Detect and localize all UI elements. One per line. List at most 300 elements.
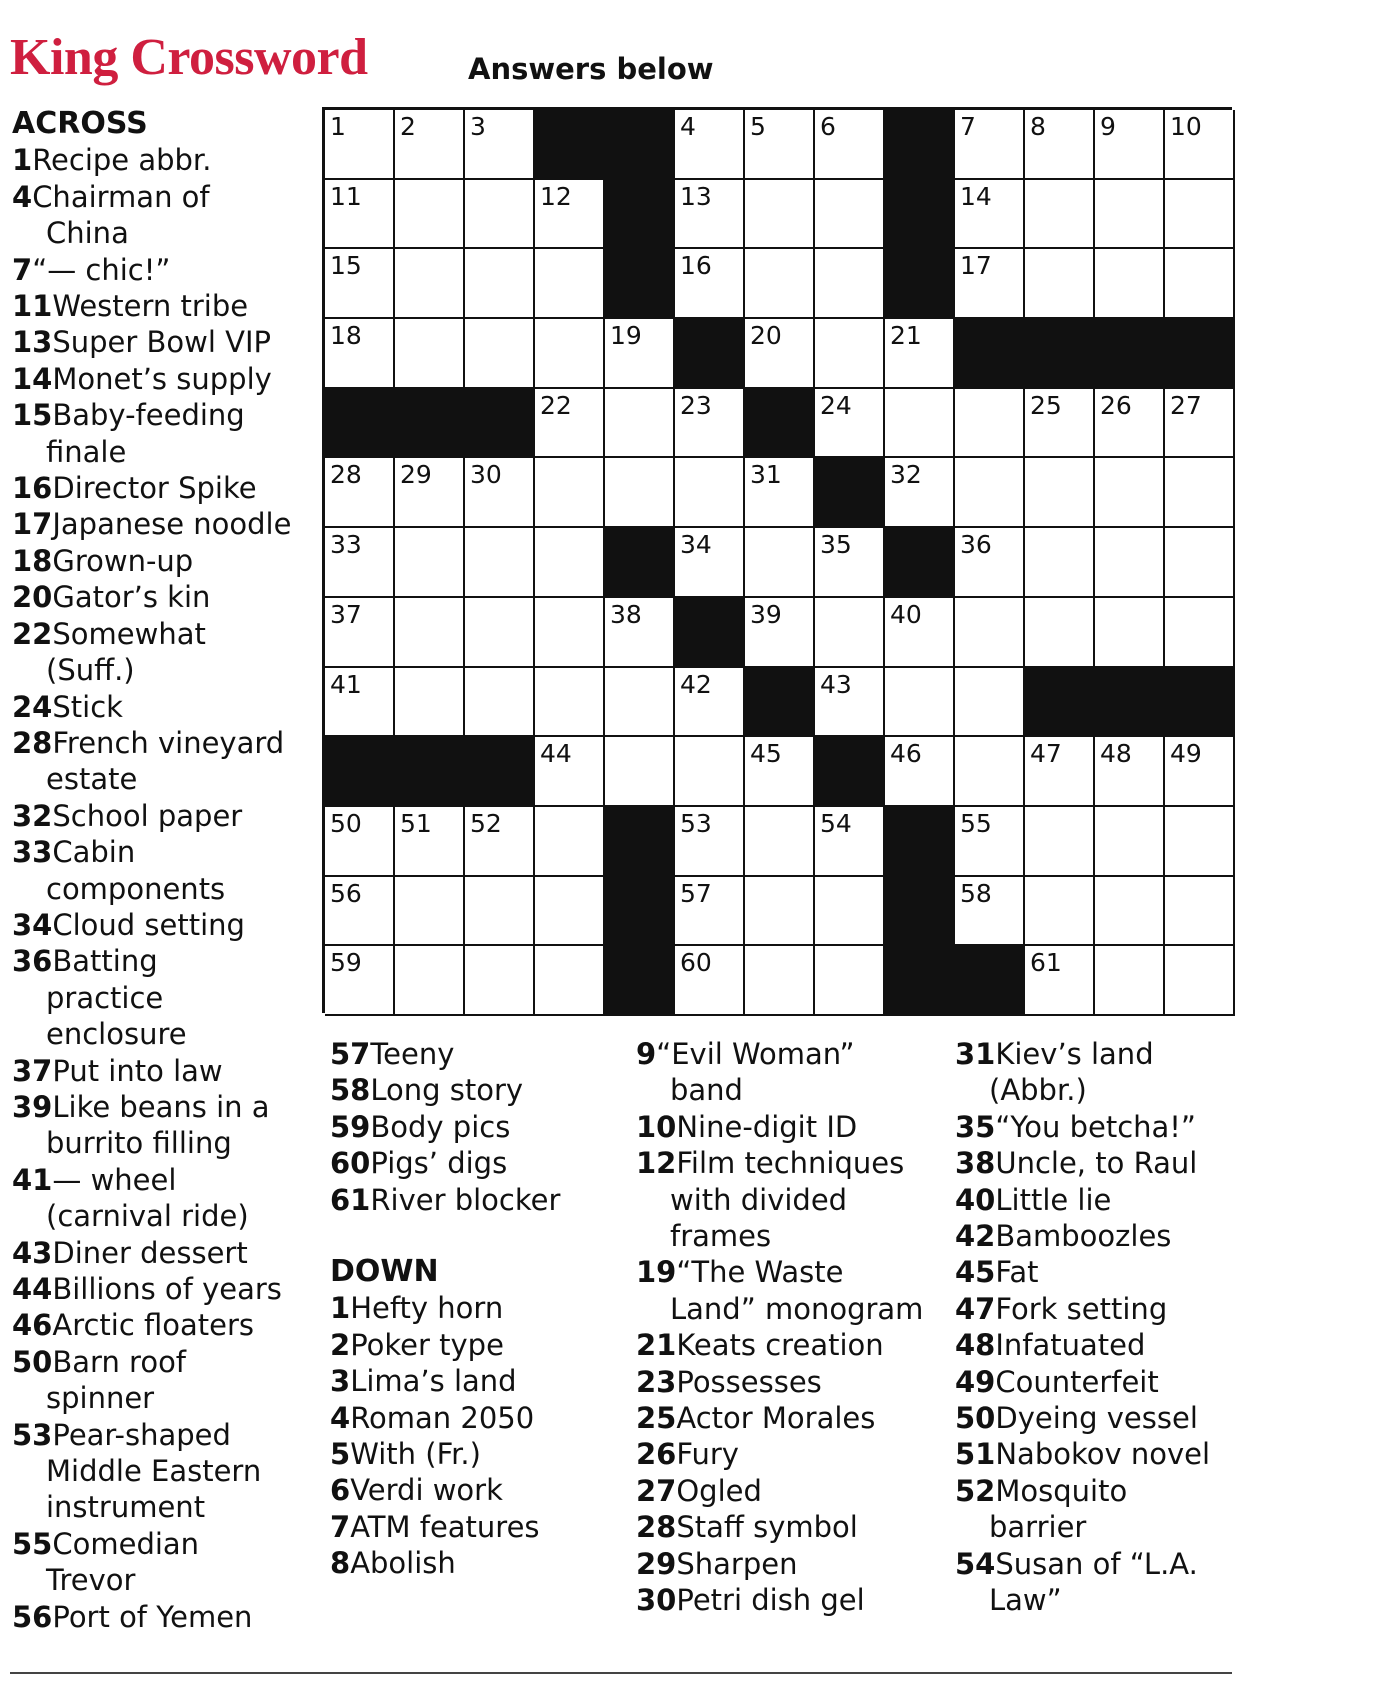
grid-cell[interactable] xyxy=(885,389,955,459)
clue-item xyxy=(636,1254,923,1327)
cell-number: 57 xyxy=(680,878,712,908)
cell-number: 11 xyxy=(330,181,362,211)
cell-number: 36 xyxy=(960,530,992,560)
grid-cell[interactable] xyxy=(885,319,955,389)
grid-cell[interactable] xyxy=(815,389,885,459)
clue-item xyxy=(955,1145,1210,1181)
grid-cell[interactable] xyxy=(605,319,675,389)
grid-black-square xyxy=(1025,319,1095,389)
cell-number: 3 xyxy=(470,112,486,141)
clue-item xyxy=(12,1235,291,1271)
clue-text: “You betcha!” xyxy=(995,1109,1196,1144)
clue-text: Roman 2050 xyxy=(350,1400,535,1435)
grid-cell[interactable] xyxy=(815,528,885,598)
grid-cell[interactable] xyxy=(535,389,605,459)
grid-cell[interactable] xyxy=(745,877,815,947)
grid-cell[interactable] xyxy=(535,737,605,807)
grid-cell[interactable] xyxy=(535,807,605,877)
clue-item xyxy=(636,1145,923,1254)
grid-cell[interactable] xyxy=(325,807,395,877)
grid-cell[interactable] xyxy=(675,528,745,598)
cell-number: 2 xyxy=(400,112,416,141)
clue-text: “Evil Woman” xyxy=(656,1037,855,1071)
clue-text: Poker type xyxy=(350,1327,504,1362)
grid-cell[interactable] xyxy=(885,737,955,807)
grid-cell[interactable] xyxy=(1025,598,1095,668)
grid-cell[interactable] xyxy=(815,598,885,668)
grid-cell[interactable] xyxy=(1165,807,1235,877)
clue-item xyxy=(12,543,291,579)
grid-black-square xyxy=(885,180,955,250)
grid-cell[interactable] xyxy=(325,528,395,598)
cell-number: 44 xyxy=(540,739,572,769)
grid-cell[interactable] xyxy=(815,110,885,180)
grid-cell[interactable] xyxy=(955,877,1025,947)
grid-black-square xyxy=(885,946,955,1016)
clue-text: finale xyxy=(46,434,127,469)
grid-cell[interactable] xyxy=(815,668,885,738)
grid-cell[interactable] xyxy=(535,249,605,319)
grid-cell[interactable] xyxy=(675,389,745,459)
clue-item xyxy=(955,1546,1210,1619)
cell-number: 20 xyxy=(750,321,782,351)
grid-cell[interactable] xyxy=(1025,180,1095,250)
grid-cell[interactable] xyxy=(1025,737,1095,807)
grid-cell[interactable] xyxy=(745,807,815,877)
grid-cell[interactable] xyxy=(1025,877,1095,947)
clue-text: Mosquito xyxy=(995,1473,1128,1508)
cell-number: 60 xyxy=(680,948,712,978)
grid-cell[interactable] xyxy=(815,249,885,319)
grid-cell[interactable] xyxy=(325,598,395,668)
grid-cell[interactable] xyxy=(815,180,885,250)
grid-cell[interactable] xyxy=(325,180,395,250)
grid-cell[interactable] xyxy=(395,877,465,947)
grid-cell[interactable] xyxy=(535,946,605,1016)
grid-cell[interactable] xyxy=(675,180,745,250)
clue-text: Diner dessert xyxy=(52,1235,248,1270)
clue-text: spinner xyxy=(46,1381,155,1416)
grid-cell[interactable] xyxy=(395,528,465,598)
grid-cell[interactable] xyxy=(745,249,815,319)
grid-black-square xyxy=(675,598,745,668)
grid-cell[interactable] xyxy=(605,668,675,738)
clue-item xyxy=(12,470,291,506)
clue-number: 18 xyxy=(12,543,53,578)
cell-number: 16 xyxy=(680,251,712,281)
clue-text: Pear-shaped xyxy=(52,1417,231,1452)
clue-item xyxy=(330,1036,560,1072)
grid-cell[interactable] xyxy=(465,528,535,598)
grid-cell[interactable] xyxy=(465,319,535,389)
clue-text: Nine-digit ID xyxy=(676,1109,858,1144)
grid-black-square xyxy=(1165,319,1235,389)
grid-black-square xyxy=(885,249,955,319)
grid-cell[interactable] xyxy=(1025,458,1095,528)
grid-cell[interactable] xyxy=(1095,389,1165,459)
clue-number: 11 xyxy=(12,289,53,324)
grid-cell[interactable] xyxy=(1025,807,1095,877)
cell-number: 28 xyxy=(330,460,362,490)
clue-text: “The Waste xyxy=(676,1255,844,1290)
cell-number: 35 xyxy=(820,530,852,560)
clue-text: Petri dish gel xyxy=(676,1583,865,1618)
clue-number: 20 xyxy=(12,580,53,615)
grid-cell[interactable] xyxy=(1095,737,1165,807)
grid-cell[interactable] xyxy=(605,458,675,528)
clue-item xyxy=(12,361,291,397)
clue-item xyxy=(12,689,291,725)
grid-cell[interactable] xyxy=(325,946,395,1016)
clue-text: Abolish xyxy=(350,1546,456,1581)
grid-cell[interactable] xyxy=(1025,528,1095,598)
cell-number: 24 xyxy=(820,390,852,420)
grid-black-square xyxy=(395,389,465,459)
clue-text: With (Fr.) xyxy=(350,1437,481,1472)
grid-cell[interactable] xyxy=(675,249,745,319)
grid-cell[interactable] xyxy=(1025,946,1095,1016)
clue-number: 50 xyxy=(955,1401,996,1436)
clue-item xyxy=(12,834,291,907)
grid-cell[interactable] xyxy=(1095,877,1165,947)
clue-number: 12 xyxy=(636,1146,677,1181)
grid-cell[interactable] xyxy=(1165,389,1235,459)
clue-number: 19 xyxy=(636,1255,677,1290)
grid-cell[interactable] xyxy=(465,110,535,180)
grid-cell[interactable] xyxy=(1165,528,1235,598)
clue-text: Cabin xyxy=(52,835,136,870)
cell-number: 27 xyxy=(1170,390,1202,420)
grid-cell[interactable] xyxy=(395,249,465,319)
clue-text: (Suff.) xyxy=(46,653,135,688)
clue-text: Ogled xyxy=(676,1473,762,1508)
clue-text: with divided xyxy=(670,1182,848,1217)
grid-cell[interactable] xyxy=(885,668,955,738)
grid-cell[interactable] xyxy=(815,319,885,389)
clue-number: 3 xyxy=(330,1364,351,1399)
grid-cell[interactable] xyxy=(815,946,885,1016)
grid-cell[interactable] xyxy=(745,110,815,180)
grid-cell[interactable] xyxy=(1095,598,1165,668)
clue-text: Staff symbol xyxy=(676,1510,858,1545)
grid-cell[interactable] xyxy=(885,458,955,528)
grid-cell[interactable] xyxy=(465,946,535,1016)
clue-column-1 xyxy=(12,106,291,1635)
grid-cell[interactable] xyxy=(955,528,1025,598)
grid-black-square xyxy=(535,110,605,180)
grid-cell[interactable] xyxy=(325,877,395,947)
cell-number: 22 xyxy=(540,390,572,420)
clue-number: 22 xyxy=(12,616,53,651)
clue-text: — wheel xyxy=(52,1162,177,1197)
clue-number: 60 xyxy=(330,1146,371,1181)
clue-number: 24 xyxy=(12,689,53,724)
clue-text: Baby-feeding xyxy=(52,398,245,433)
clue-text: Bamboozles xyxy=(995,1219,1172,1254)
grid-cell[interactable] xyxy=(1165,110,1235,180)
grid-cell[interactable] xyxy=(395,180,465,250)
grid-cell[interactable] xyxy=(605,598,675,668)
grid-cell[interactable] xyxy=(395,598,465,668)
grid-cell[interactable] xyxy=(325,668,395,738)
grid-cell[interactable] xyxy=(675,668,745,738)
grid-cell[interactable] xyxy=(745,528,815,598)
grid-cell[interactable] xyxy=(535,458,605,528)
grid-cell[interactable] xyxy=(465,668,535,738)
clue-item xyxy=(636,1546,923,1582)
clue-text: China xyxy=(46,216,129,251)
clue-text: Grown-up xyxy=(52,543,194,578)
grid-cell[interactable] xyxy=(395,946,465,1016)
clue-text: River blocker xyxy=(370,1182,561,1217)
cell-number: 61 xyxy=(1030,948,1062,978)
clue-text: Hefty horn xyxy=(350,1291,504,1326)
across-heading: ACROSS xyxy=(12,106,148,141)
grid-cell[interactable] xyxy=(535,598,605,668)
grid-cell[interactable] xyxy=(1095,807,1165,877)
grid-cell[interactable] xyxy=(1095,528,1165,598)
grid-cell[interactable] xyxy=(1165,877,1235,947)
grid-cell[interactable] xyxy=(1025,389,1095,459)
grid-cell[interactable] xyxy=(955,668,1025,738)
cell-number: 49 xyxy=(1170,739,1202,769)
grid-cell[interactable] xyxy=(745,319,815,389)
grid-cell[interactable] xyxy=(815,807,885,877)
grid-cell[interactable] xyxy=(395,458,465,528)
grid-cell[interactable] xyxy=(535,319,605,389)
clue-text: Verdi work xyxy=(350,1473,503,1508)
clue-text: Recipe abbr. xyxy=(32,143,212,178)
grid-cell[interactable] xyxy=(675,737,745,807)
clue-number: 37 xyxy=(12,1053,53,1088)
grid-cell[interactable] xyxy=(465,458,535,528)
clue-number: 45 xyxy=(955,1255,996,1290)
clue-item xyxy=(330,1400,560,1436)
cell-number: 30 xyxy=(470,460,502,490)
grid-cell[interactable] xyxy=(675,458,745,528)
grid-cell[interactable] xyxy=(1095,110,1165,180)
clue-text: Susan of “L.A. xyxy=(995,1546,1198,1581)
grid-cell[interactable] xyxy=(535,180,605,250)
grid-cell[interactable] xyxy=(1165,598,1235,668)
grid-cell[interactable] xyxy=(675,110,745,180)
cell-number: 13 xyxy=(680,181,712,211)
grid-cell[interactable] xyxy=(955,807,1025,877)
clue-item xyxy=(12,1089,291,1162)
grid-cell[interactable] xyxy=(535,668,605,738)
crossword-grid xyxy=(322,107,1232,1013)
cell-number: 41 xyxy=(330,669,362,699)
clue-number: 9 xyxy=(636,1037,657,1071)
clue-number: 13 xyxy=(12,325,53,360)
grid-cell[interactable] xyxy=(395,110,465,180)
clue-text: enclosure xyxy=(46,1017,187,1052)
clue-column-3 xyxy=(636,1036,923,1619)
grid-cell[interactable] xyxy=(955,180,1025,250)
clue-item xyxy=(636,1400,923,1436)
clue-item xyxy=(955,1473,1210,1546)
cell-number: 58 xyxy=(960,878,992,908)
grid-cell[interactable] xyxy=(1165,458,1235,528)
clue-text: estate xyxy=(46,762,138,797)
grid-cell[interactable] xyxy=(605,389,675,459)
grid-cell[interactable] xyxy=(885,598,955,668)
clue-item xyxy=(636,1364,923,1400)
grid-cell[interactable] xyxy=(465,807,535,877)
grid-cell[interactable] xyxy=(955,389,1025,459)
grid-cell[interactable] xyxy=(535,528,605,598)
clue-item xyxy=(12,579,291,615)
clue-item xyxy=(330,1436,560,1472)
grid-cell[interactable] xyxy=(955,249,1025,319)
grid-cell[interactable] xyxy=(465,180,535,250)
clue-item xyxy=(636,1436,923,1472)
clue-number: 1 xyxy=(330,1291,351,1326)
grid-black-square xyxy=(745,389,815,459)
grid-cell[interactable] xyxy=(325,319,395,389)
clue-item xyxy=(12,1053,291,1089)
grid-cell[interactable] xyxy=(395,807,465,877)
clue-number: 10 xyxy=(636,1109,677,1144)
clue-number: 39 xyxy=(12,1089,53,1124)
clue-text: Monet’s supply xyxy=(52,361,272,396)
clue-item xyxy=(636,1036,923,1109)
grid-cell[interactable] xyxy=(955,110,1025,180)
clue-text: Lima’s land xyxy=(350,1364,517,1399)
grid-cell[interactable] xyxy=(955,598,1025,668)
clue-item xyxy=(12,506,291,542)
grid-cell[interactable] xyxy=(815,877,885,947)
grid-cell[interactable] xyxy=(1095,180,1165,250)
grid-cell[interactable] xyxy=(1165,946,1235,1016)
grid-cell[interactable] xyxy=(675,807,745,877)
clue-item xyxy=(330,1509,560,1545)
clue-text: Cloud setting xyxy=(52,907,245,942)
grid-cell[interactable] xyxy=(325,458,395,528)
clue-column-4 xyxy=(955,1036,1210,1619)
grid-cell[interactable] xyxy=(1095,458,1165,528)
clue-text: Film techniques xyxy=(676,1146,905,1181)
grid-cell[interactable] xyxy=(465,598,535,668)
clue-item xyxy=(330,1145,560,1181)
grid-cell[interactable] xyxy=(395,319,465,389)
clue-item xyxy=(330,1363,560,1399)
cell-number: 48 xyxy=(1100,739,1132,769)
grid-black-square xyxy=(815,458,885,528)
clue-item xyxy=(636,1327,923,1363)
grid-black-square xyxy=(885,528,955,598)
grid-black-square xyxy=(1165,668,1235,738)
grid-cell[interactable] xyxy=(745,946,815,1016)
clue-item xyxy=(12,1162,291,1235)
cell-number: 39 xyxy=(750,599,782,629)
grid-cell[interactable] xyxy=(1165,249,1235,319)
clue-item xyxy=(955,1327,1210,1363)
clue-number: 14 xyxy=(12,361,53,396)
grid-cell[interactable] xyxy=(675,946,745,1016)
grid-cell[interactable] xyxy=(1025,249,1095,319)
clue-item xyxy=(12,1271,291,1307)
clue-number: 56 xyxy=(12,1599,53,1634)
cell-number: 23 xyxy=(680,390,712,420)
grid-black-square xyxy=(325,737,395,807)
grid-cell[interactable] xyxy=(745,458,815,528)
grid-black-square xyxy=(605,249,675,319)
cell-number: 42 xyxy=(680,669,712,699)
clue-number: 8 xyxy=(330,1546,351,1581)
grid-cell[interactable] xyxy=(955,458,1025,528)
clue-text: practice xyxy=(46,980,164,1015)
grid-cell[interactable] xyxy=(745,737,815,807)
grid-black-square xyxy=(465,389,535,459)
grid-cell[interactable] xyxy=(605,737,675,807)
grid-black-square xyxy=(605,180,675,250)
grid-black-square xyxy=(885,807,955,877)
grid-black-square xyxy=(675,319,745,389)
grid-cell[interactable] xyxy=(325,110,395,180)
clue-number: 31 xyxy=(955,1037,996,1071)
grid-black-square xyxy=(465,737,535,807)
grid-cell[interactable] xyxy=(465,877,535,947)
grid-cell[interactable] xyxy=(1095,946,1165,1016)
grid-cell[interactable] xyxy=(955,737,1025,807)
clue-item xyxy=(330,1327,560,1363)
grid-cell[interactable] xyxy=(535,877,605,947)
clue-item xyxy=(955,1364,1210,1400)
clue-text: Super Bowl VIP xyxy=(52,325,272,360)
cell-number: 34 xyxy=(680,530,712,560)
cell-number: 5 xyxy=(750,112,766,141)
clue-text: Somewhat xyxy=(52,616,206,651)
clue-number: 35 xyxy=(955,1109,996,1144)
clue-text: Body pics xyxy=(370,1109,511,1144)
clue-number: 32 xyxy=(12,798,53,833)
cell-number: 1 xyxy=(330,112,346,141)
clue-text: ATM features xyxy=(350,1509,540,1544)
grid-cell[interactable] xyxy=(745,598,815,668)
clue-item xyxy=(12,1526,291,1599)
clue-number: 7 xyxy=(330,1509,351,1544)
clue-text: Arctic floaters xyxy=(52,1308,255,1343)
answers-note: Answers below xyxy=(468,52,714,86)
clue-item xyxy=(12,1417,291,1526)
clue-text: Actor Morales xyxy=(676,1401,876,1436)
grid-cell[interactable] xyxy=(1095,249,1165,319)
clue-number: 55 xyxy=(12,1526,53,1561)
grid-cell[interactable] xyxy=(675,877,745,947)
clue-number: 28 xyxy=(636,1510,677,1545)
clue-text: band xyxy=(670,1073,743,1108)
grid-cell[interactable] xyxy=(465,249,535,319)
grid-cell[interactable] xyxy=(1025,110,1095,180)
grid-cell[interactable] xyxy=(745,180,815,250)
grid-cell[interactable] xyxy=(1165,737,1235,807)
clue-item xyxy=(12,397,291,470)
cell-number: 15 xyxy=(330,251,362,281)
clue-text: Comedian xyxy=(52,1526,200,1561)
clue-number: 49 xyxy=(955,1364,996,1399)
clue-text: “— chic!” xyxy=(32,252,171,287)
clue-number: 50 xyxy=(12,1344,53,1379)
clue-item xyxy=(636,1582,923,1618)
clue-number: 51 xyxy=(955,1437,996,1472)
clue-item xyxy=(330,1109,560,1145)
grid-cell[interactable] xyxy=(395,668,465,738)
grid-black-square xyxy=(605,528,675,598)
grid-cell[interactable] xyxy=(325,249,395,319)
grid-cell[interactable] xyxy=(1165,180,1235,250)
clue-text: Infatuated xyxy=(995,1328,1146,1363)
